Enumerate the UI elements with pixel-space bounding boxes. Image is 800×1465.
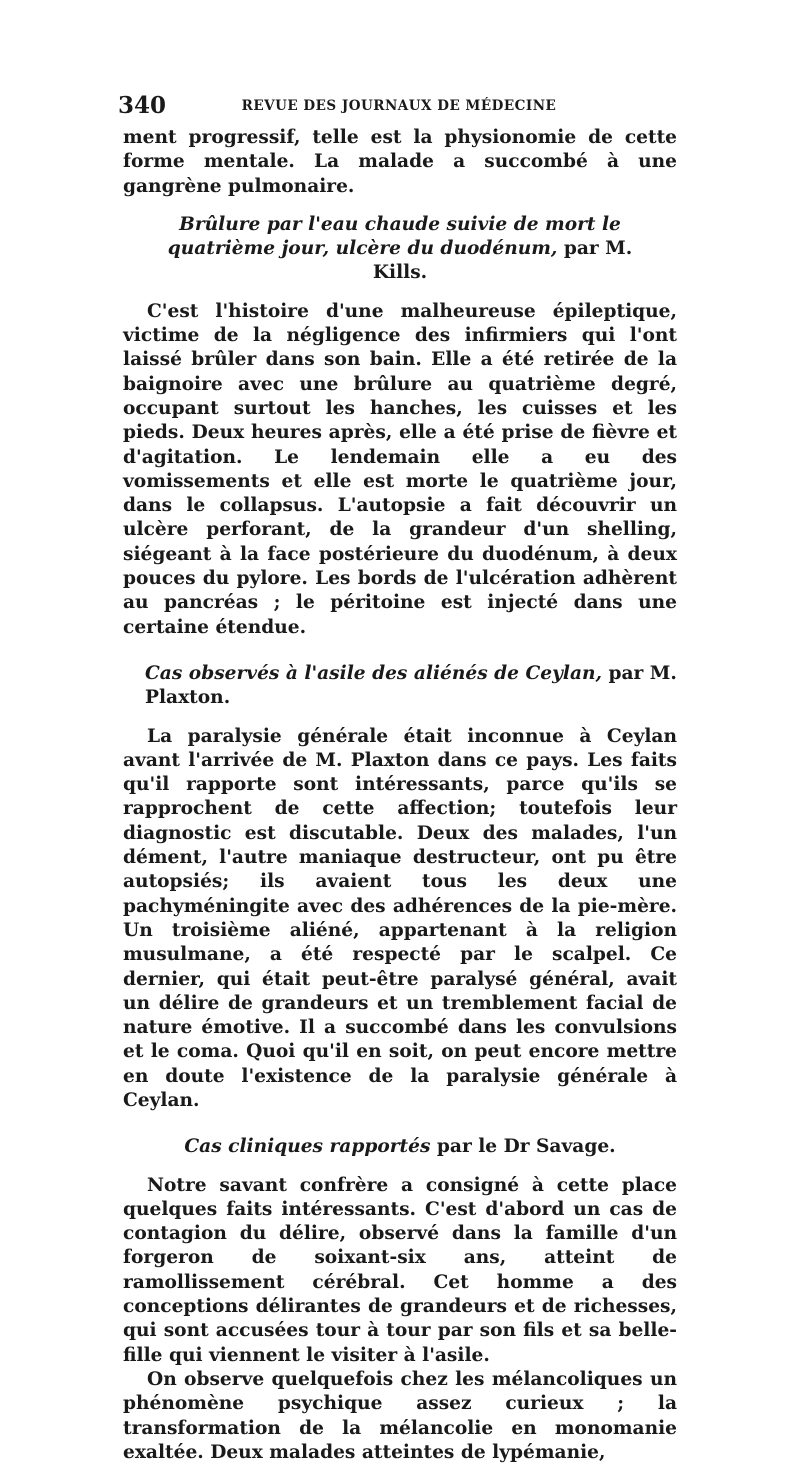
paragraph-continuation: ment progressif, telle est la physionomie de cette forme mentale. La malade a succombé à une gangrène pulmonaire. <box>123 127 677 197</box>
page-header <box>118 92 680 120</box>
section-title-savage <box>123 1135 677 1159</box>
paragraph-brulure-case: C'est l'histoire d'une malheureuse épileptique, victime de la négligence des infirmiers qui l'ont laissé brûler dans son bain. Elle a été retirée de la baignoire avec une brûlure au quatrième degré, occupant surtout les hanches, les cuisses et les pieds. Deux heures après, elle a été prise de fièvre et d'agitation. Le lendemain elle a eu des vomissements et elle est morte le quatrième jour, dans le collapsus. L'autopsie a fait découvrir un ulcère perforant, de la grandeur d'un shelling, siégeant à la face postérieure du duodénum, à deux pouces du pylore. Les bords de l'ulcération adhèrent au pancréas ; le péritoine est injecté dans une certaine étendue. <box>123 300 677 638</box>
page-number: 340 <box>118 92 167 119</box>
section-title-brulure <box>123 213 677 286</box>
section-title-ceylan <box>123 662 677 711</box>
section-title-text: Cas observés à l'asile des aliénés de Ceylan, <box>145 662 602 684</box>
section-author: par M. Plaxton. <box>145 662 677 709</box>
section-author: par le Dr Savage. <box>436 1136 616 1158</box>
section-author: par M. Kills. <box>372 238 633 284</box>
page-body <box>123 126 677 1465</box>
section-title-text: Brûlure par l'eau chaude suivie de mort le quatrième jour, ulcère du duodénum, <box>167 213 621 260</box>
running-head: REVUE DES JOURNAUX DE MÉDECINE <box>241 98 557 114</box>
paragraph-ceylan-cases: La paralysie générale était inconnue à Ceylan avant l'arrivée de M. Plaxton dans ce pays. Les faits qu'il rapporte sont intéressants, parce qu'ils se rapprochent de cette affection; toutefois leur diagnostic est discutable. Deux des malades, l'un dément, l'autre maniaque destructeur, ont pu être autopsiés; ils avaient tous les deux une pachyméningite avec des adhérences de la pie-mère. Un troisième aliéné, appartenant à la religion musulmane, a été respecté par le scalpel. Ce dernier, qui était peut-être paralysé général, avait un délire de grandeurs et un tremblement facial de nature émotive. Il a succombé dans les convulsions et le coma. Quoi qu'il en soit, on peut encore mettre en doute l'existence de la paralysie générale à Ceylan. <box>123 725 677 1111</box>
paragraph-savage-cases: Notre savant confrère a consigné à cette place quelques faits intéressants. C'est d'abord un cas de contagion du délire, observé dans la famille d'un forgeron de soixant-six ans, atteint de ramollissement cérébral. Cet homme a des conceptions délirantes de grandeurs et de richesses, qui sont accusées tour à tour par son fils et sa belle-fille qui viennent le visiter à l'asile. <box>123 1174 677 1366</box>
section-title-text: Cas cliniques rapportés <box>184 1136 431 1158</box>
paragraph-melancolie: On observe quelquefois chez les mélancoliques un phénomène psychique assez curieux ; la transformation de la mélancolie en monomanie exaltée. Deux malades atteintes de lypémanie, <box>123 1368 677 1463</box>
